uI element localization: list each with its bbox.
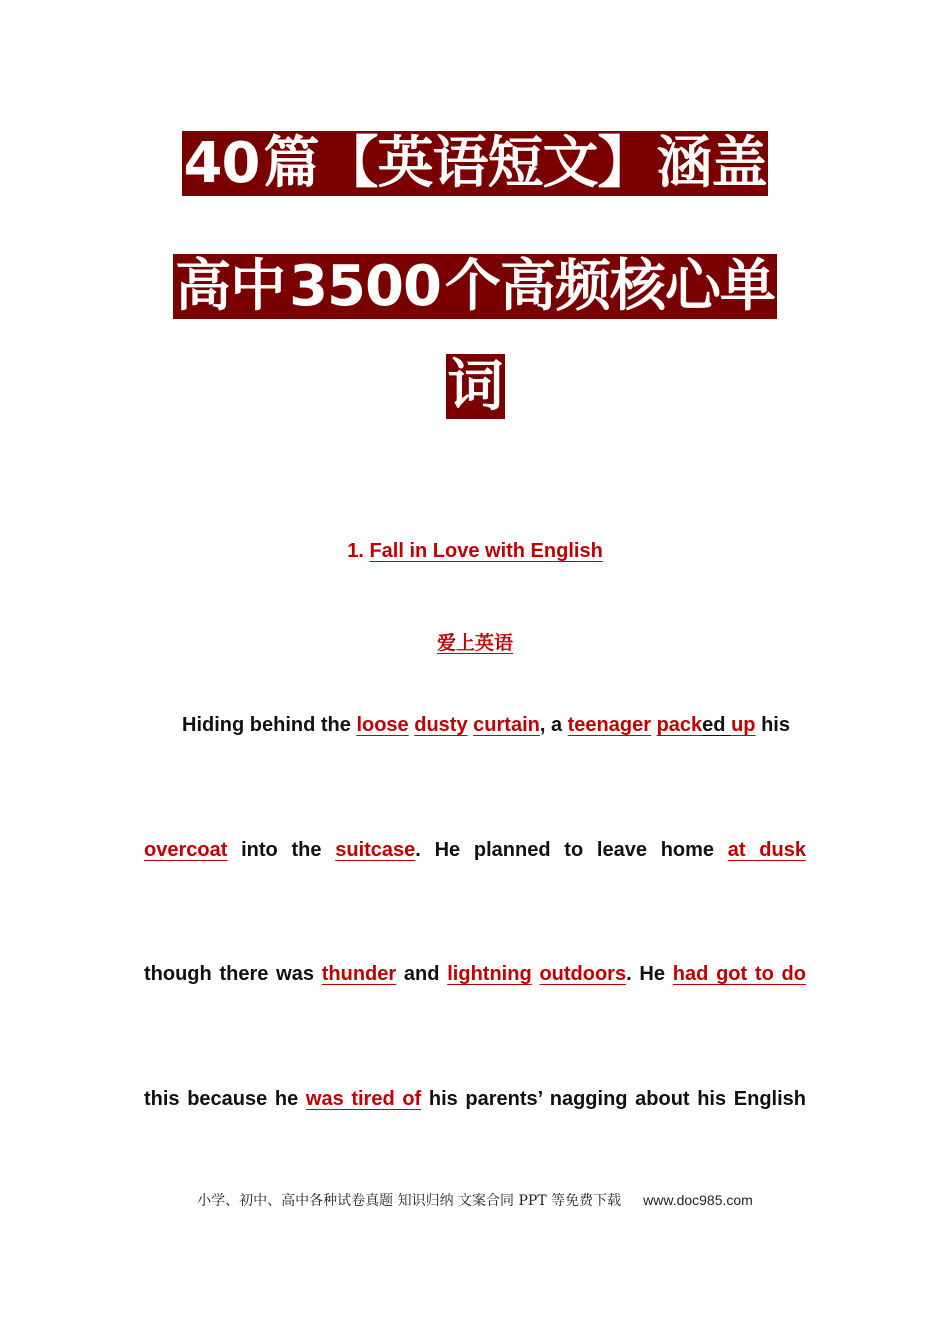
vocab-word: outdoors [539, 963, 627, 985]
vocab-word: curtain [473, 714, 540, 736]
document-title-line-3 [0, 348, 950, 426]
paragraph-line [144, 839, 806, 862]
footer-url: www.doc985.com [643, 1192, 753, 1208]
page-footer [0, 1190, 950, 1210]
title-segment: 3500 [289, 254, 441, 319]
text-run: , a [539, 714, 568, 736]
text-run: Hiding behind the [182, 714, 357, 736]
title-segment: 篇 [263, 131, 319, 196]
text-run: ed [702, 714, 726, 736]
document-title-line-1 [0, 125, 950, 203]
vocab-word: overcoat [144, 839, 228, 861]
vocab-word: lightning [447, 963, 532, 985]
text-run: his [755, 714, 790, 736]
article-title-en-text: Fall in Love with English [369, 540, 603, 562]
title-segment: 【英语短文】 [322, 131, 653, 196]
text-run: . He planned to leave home [415, 839, 728, 861]
vocab-word: up [731, 714, 756, 736]
paragraph-line [144, 963, 806, 986]
title-segment: 涵盖 [656, 131, 767, 196]
title-segment: 个高频核心单 [444, 254, 775, 319]
text-run: this because he [144, 1088, 306, 1110]
text-run: though there was [144, 963, 322, 985]
paragraph-line [182, 714, 806, 737]
vocab-word: at dusk [727, 839, 806, 861]
text-run: and [396, 963, 448, 985]
paragraph-line [144, 1088, 806, 1111]
article-title-chinese [0, 628, 950, 655]
article-title-english [0, 540, 950, 563]
article-title-zh-text: 爱上英语 [436, 633, 513, 654]
title-segment: 高中 [175, 254, 286, 319]
vocab-word: was tired of [305, 1088, 422, 1110]
vocab-word: thunder [321, 963, 397, 985]
vocab-word: loose [356, 714, 409, 736]
text-run: into the [227, 839, 336, 861]
vocab-word: had got to do [672, 963, 806, 985]
title-segment: 词 [447, 354, 503, 419]
vocab-word: suitcase [335, 839, 416, 861]
title-segment: 40 [183, 131, 260, 196]
vocab-word: pack [656, 714, 703, 736]
footer-text: 小学、初中、高中各种试卷真题 知识归纳 文案合同 PPT 等免费下载 [197, 1193, 622, 1209]
text-run: . He [626, 963, 673, 985]
vocab-word: dusty [414, 714, 468, 736]
vocab-word: teenager [567, 714, 652, 736]
document-title-line-2 [0, 248, 950, 326]
text-run: his parents’ nagging about his English [421, 1088, 806, 1110]
article-number: 1. [347, 540, 364, 562]
